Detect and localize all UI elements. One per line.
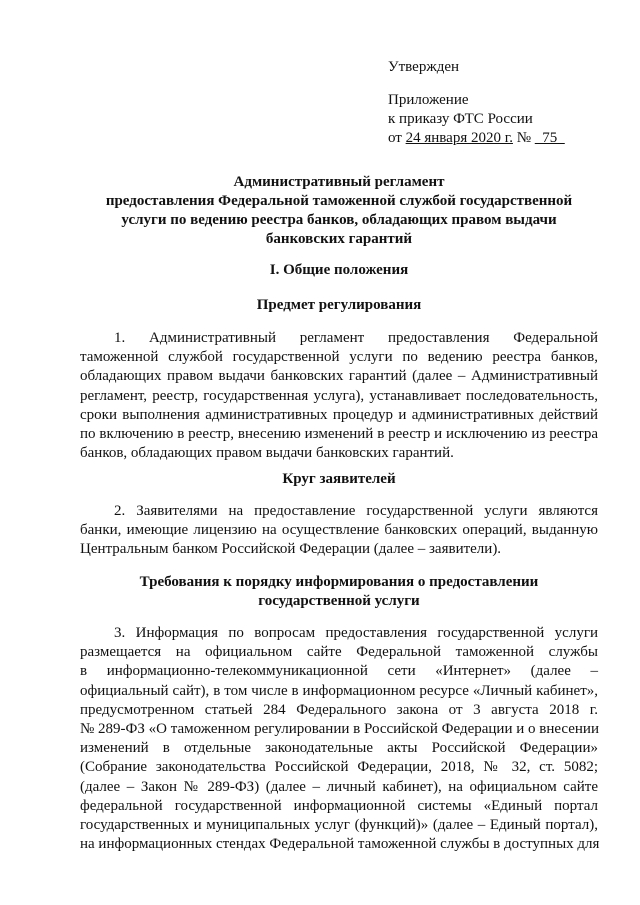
paragraph-line: государственных и муниципальных услуг (функций)» (далее – Единый портал), (80, 816, 598, 833)
paragraph-line: в информационно-телекоммуникационной сети «Интернет» (далее – (80, 663, 598, 680)
approved-label: Утвержден (388, 59, 460, 75)
paragraph-line: на информационных стендах Федеральной таможенной службы в доступных для (80, 836, 600, 853)
paragraph-line: 2. Заявителями на предоставление государственной услуги являются (114, 503, 598, 519)
subheading-informing-line: Требования к порядку информирования о предоставлении (139, 574, 539, 590)
number-prefix: № (512, 130, 535, 146)
subheading-informing-line: государственной услуги (258, 593, 420, 609)
paragraph-1 (80, 329, 598, 463)
title-line: банковских гарантий (265, 231, 413, 247)
paragraph-line: банки, имеющие лицензию на осуществление банковских операций, выданную (80, 522, 598, 539)
order-date: 24 января 2020 г. (405, 130, 513, 146)
subheading-subject-text: Предмет регулирования (256, 297, 422, 313)
section-heading (80, 261, 598, 280)
paragraph-line: 3. Информация по вопросам предоставления государственной услуги (114, 625, 598, 641)
document-title (80, 173, 598, 249)
order-number: 75 (534, 130, 565, 146)
paragraph-line: предусмотренном статьей 284 Федерального закона от 3 августа 2018 г. (80, 701, 598, 718)
paragraph-line: официальный сайт), в том числе в информационном ресурсе «Личный кабинет», (80, 682, 598, 699)
paragraph-line: по включению в реестр, внесению изменений в реестр и исключению из реестра (80, 425, 598, 442)
paragraph-line: (далее – Закон № 289-ФЗ) (далее – личный кабинет), на официальном сайте (80, 778, 598, 795)
subheading-applicants (80, 470, 598, 489)
order-date-line (388, 129, 565, 148)
paragraph-line: сроки выполнения административных процедур и административных действий (80, 406, 598, 423)
paragraph-line: Центральным банком Российской Федерации (далее – заявители). (80, 541, 502, 558)
paragraph-line: 1. Административный регламент предоставления Федеральной (114, 330, 598, 346)
paragraph-line: размещается на официальном сайте Федеральной таможенной службы (80, 644, 598, 661)
subheading-informing (80, 573, 598, 611)
appendix-label: Приложение (388, 92, 469, 108)
title-line: предоставления Федеральной таможенной службой государственной (105, 193, 573, 209)
paragraph-3 (80, 624, 598, 854)
title-line: услуги по ведению реестра банков, обладающих правом выдачи (121, 212, 557, 228)
approval-stamp (388, 58, 565, 148)
subheading-subject (80, 296, 598, 315)
paragraph-line: регламент, реестр, государственная услуга), устанавливает последовательность, (80, 387, 598, 404)
paragraph-line: № 289-ФЗ «О таможенном регулировании в Российской Федерации и о внесении (80, 720, 599, 737)
paragraph-line: банков, обладающих правом выдачи банковских гарантий. (80, 445, 454, 462)
subheading-applicants-text: Круг заявителей (282, 471, 396, 487)
paragraph-2 (80, 502, 598, 560)
paragraph-line: (Собрание законодательства Российской Федерации, 2018, № 32, ст. 5082; (80, 759, 598, 776)
date-prefix: от (388, 130, 406, 146)
section-heading-text: I. Общие положения (269, 262, 409, 278)
paragraph-line: федеральной государственной информационной системы «Единый портал (80, 797, 598, 814)
paragraph-line: изменений в отдельные законодательные акты Российской Федерации» (80, 740, 598, 757)
order-reference: к приказу ФТС России (388, 111, 533, 127)
paragraph-line: таможенной службой государственной услуги по ведению реестра банков, (80, 349, 598, 366)
paragraph-line: обладающих правом выдачи банковских гарантий (далее – Административный (80, 368, 598, 385)
title-line: Административный регламент (233, 174, 445, 190)
